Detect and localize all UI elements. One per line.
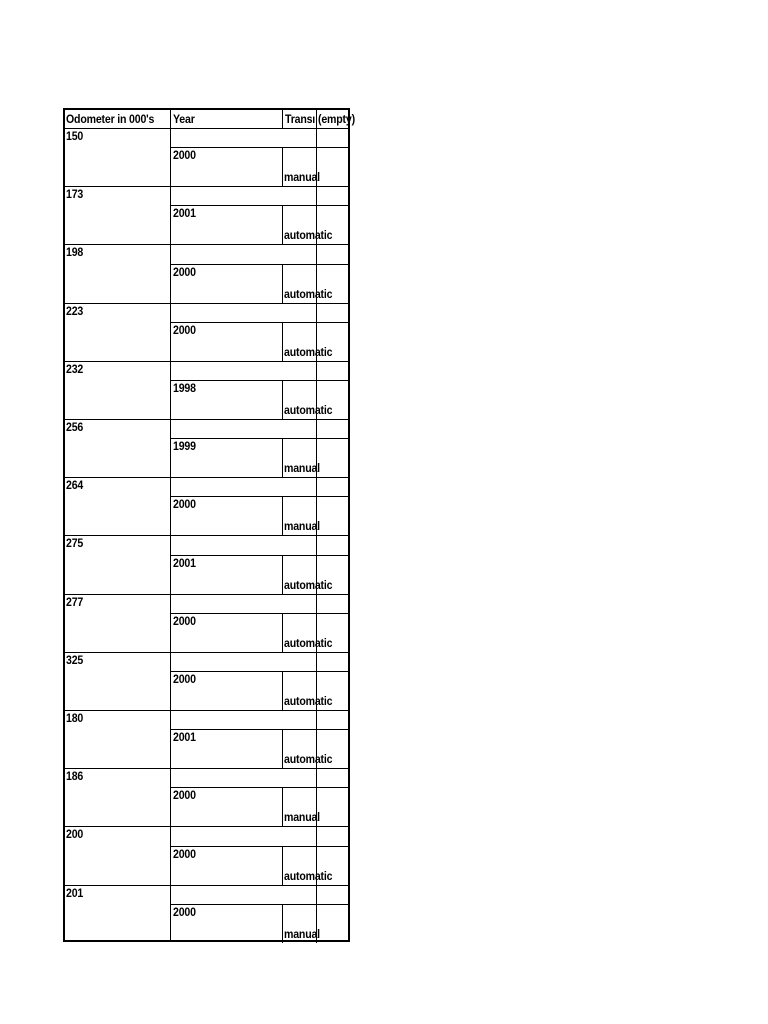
transmission-value: automatic <box>284 405 333 417</box>
row-group-border <box>65 885 350 886</box>
year-value: 2000 <box>173 906 196 919</box>
odometer-value: 277 <box>66 596 84 609</box>
subrow-divider-year <box>282 496 283 535</box>
subrow-divider-empty <box>316 711 317 729</box>
subrow-border <box>170 846 350 847</box>
subrow-divider-empty <box>316 304 317 322</box>
subrow-divider-empty <box>316 769 317 787</box>
subrow-divider-year <box>282 438 283 477</box>
subrow-border <box>170 438 350 439</box>
odometer-value: 264 <box>66 480 84 493</box>
header-bottom-border <box>65 128 350 129</box>
year-value: 2001 <box>173 208 196 221</box>
odometer-value: 223 <box>66 305 84 318</box>
subrow-border <box>170 613 350 614</box>
divider-col2-header <box>282 110 283 128</box>
row-group-border <box>65 361 350 362</box>
row-group-border <box>65 303 350 304</box>
subrow-border <box>170 147 350 148</box>
row-group-border <box>65 477 350 478</box>
transmission-value: automatic <box>284 579 333 592</box>
divider-col1 <box>170 110 171 942</box>
subrow-divider-empty <box>316 653 317 671</box>
subrow-divider-empty <box>316 595 317 613</box>
subrow-border <box>170 380 350 381</box>
row-group-border <box>65 710 350 711</box>
transmission-value: manual <box>284 928 320 941</box>
row-group-border <box>65 186 350 187</box>
subrow-divider-empty <box>316 827 317 845</box>
subrow-border <box>170 205 350 206</box>
odometer-value: 232 <box>66 363 84 376</box>
odometer-value: 173 <box>66 189 84 202</box>
subrow-divider-year <box>282 555 283 594</box>
row-group-border <box>65 594 350 595</box>
transmission-value: automatic <box>284 754 333 767</box>
subrow-divider-year <box>282 322 283 361</box>
odometer-value: 198 <box>66 247 84 260</box>
transmission-value: manual <box>284 812 320 825</box>
subrow-border <box>170 787 350 788</box>
header-transmission-cell <box>284 110 317 128</box>
transmission-value: manual <box>284 521 320 534</box>
odometer-value: 325 <box>66 654 84 667</box>
transmission-value: automatic <box>284 288 333 301</box>
header-year: Year <box>173 114 195 126</box>
header-empty: (empty) <box>318 114 355 126</box>
subrow-divider-empty <box>316 362 317 380</box>
subrow-border <box>170 729 350 730</box>
year-value: 2000 <box>173 324 196 337</box>
year-value: 2000 <box>173 150 196 163</box>
subrow-border <box>170 555 350 556</box>
subrow-divider-year <box>282 729 283 768</box>
year-value: 2000 <box>173 790 196 803</box>
subrow-divider-year <box>282 671 283 710</box>
subrow-divider-year <box>282 613 283 652</box>
subrow-divider-empty <box>316 886 317 904</box>
subrow-divider-empty <box>316 187 317 205</box>
transmission-value: automatic <box>284 870 333 883</box>
subrow-divider-empty <box>316 536 317 554</box>
row-group-border <box>65 826 350 827</box>
subrow-border <box>170 904 350 905</box>
header-transmission: Transı <box>285 114 316 126</box>
year-value: 1998 <box>173 383 196 395</box>
year-value: 1999 <box>173 441 196 454</box>
odometer-value: 150 <box>66 131 84 143</box>
year-value: 2000 <box>173 499 196 512</box>
subrow-divider-year <box>282 846 283 885</box>
subrow-divider-empty <box>316 420 317 438</box>
year-value: 2000 <box>173 266 196 279</box>
row-group-border <box>65 244 350 245</box>
odometer-value: 275 <box>66 538 84 551</box>
subrow-border <box>170 671 350 672</box>
row-group-border <box>65 535 350 536</box>
subrow-border <box>170 264 350 265</box>
subrow-divider-empty <box>316 478 317 496</box>
header-year-cell <box>172 110 282 128</box>
transmission-value: automatic <box>284 637 333 650</box>
subrow-divider-year <box>282 380 283 419</box>
row-group-border <box>65 768 350 769</box>
header-odometer: Odometer in 000's <box>66 114 155 126</box>
subrow-divider-year <box>282 264 283 303</box>
subrow-divider-empty <box>316 245 317 263</box>
year-value: 2001 <box>173 732 196 745</box>
odometer-value: 180 <box>66 713 84 725</box>
year-value: 2000 <box>173 615 196 628</box>
subrow-divider-year <box>282 205 283 244</box>
odometer-value: 256 <box>66 422 84 434</box>
odometer-value: 201 <box>66 887 84 900</box>
year-value: 2000 <box>173 848 196 861</box>
pivot-table <box>63 108 355 942</box>
transmission-value: automatic <box>284 696 333 708</box>
subrow-divider-empty <box>316 129 317 147</box>
year-value: 2001 <box>173 557 196 570</box>
year-value: 2000 <box>173 674 196 686</box>
transmission-value: manual <box>284 463 320 476</box>
subrow-border <box>170 322 350 323</box>
transmission-value: automatic <box>284 346 333 359</box>
transmission-value: automatic <box>284 230 333 243</box>
odometer-value: 200 <box>66 829 84 842</box>
row-group-border <box>65 419 350 420</box>
subrow-divider-year <box>282 904 283 943</box>
transmission-value: manual <box>284 172 320 185</box>
row-group-border <box>65 652 350 653</box>
odometer-value: 186 <box>66 771 84 784</box>
subrow-divider-year <box>282 147 283 186</box>
subrow-divider-year <box>282 787 283 826</box>
subrow-border <box>170 496 350 497</box>
divider-col3-header <box>316 110 317 128</box>
